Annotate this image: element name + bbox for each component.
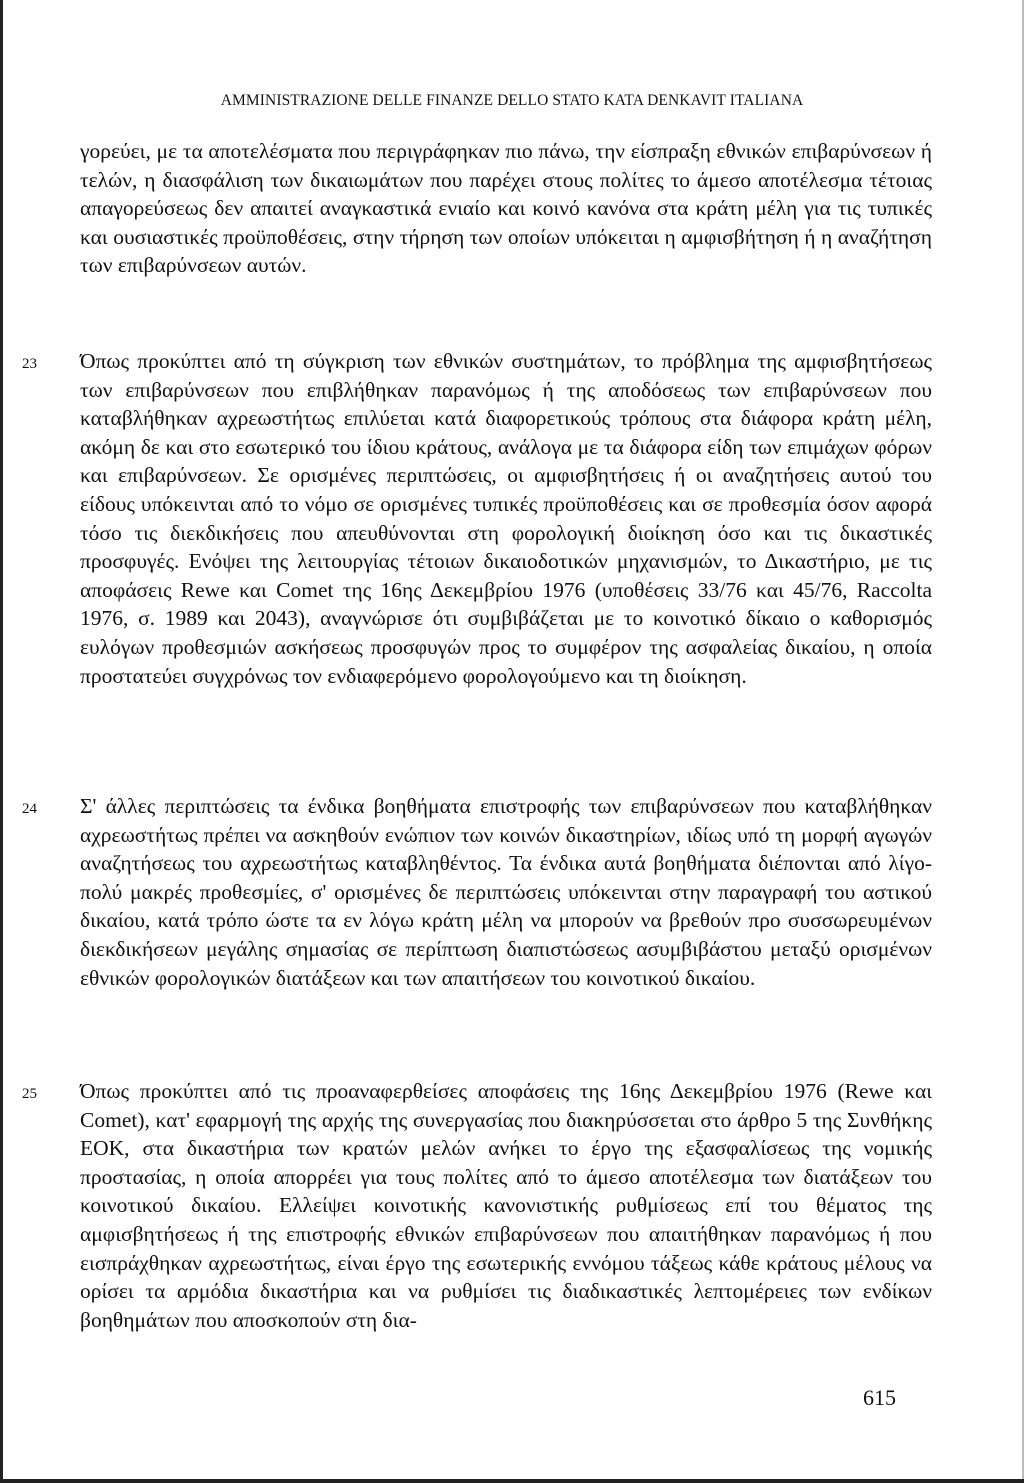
paragraph-text: γορεύει, με τα αποτελέσματα που περιγράφηκαν πιο πάνω, την είσπραξη εθνικών επιβαρύνσεων ή τελών, η διασφάλιση των δικαιωμάτων που παρέχει στους πολίτες το άμεσο αποτέλεσμα τέτοιας απαγορεύσεως δεν απαιτεί αναγκαστικά ενιαίο και κοινό κανόνα στα κράτη μέλη για τις τυπικές και ουσιαστικές προϋποθέσεις, στην τήρηση των οποίων υπόκειται η αμφισβήτηση ή η αναζήτηση των επιβαρύνσεων αυτών. <box>80 139 932 278</box>
scan-border-left <box>0 0 3 1483</box>
page-number: 615 <box>863 1385 896 1410</box>
running-header: AMMINISTRAZIONE DELLE FINANZE DELLO STATO KATA DENKAVIT ITALIANA <box>220 92 804 109</box>
paragraph-25 <box>80 1077 932 1334</box>
paragraph-23 <box>80 347 932 690</box>
paragraph-24 <box>80 792 932 992</box>
paragraph-number: 25 <box>22 1086 37 1102</box>
paragraph-continuation <box>80 137 932 280</box>
paragraph-text: Σ' άλλες περιπτώσεις τα ένδικα βοηθήματα επιστροφής των επιβαρύνσεων που καταβλήθηκαν αχρεωστήτως πρέπει να ασκηθούν ενώπιον των κοινών δικαστηρίων, ιδίως υπό τη μορφή αγωγών αναζητήσεως του αχρεωστήτως καταβληθέντος. Τα ένδικα αυτά βοηθήματα διέπονται από λίγο-πολύ μακρές προθεσμίες, σ' ορισμένες δε περιπτώσεις υπόκεινται στην παραγραφή του αστικού δικαίου, κατά τρόπο ώστε τα εν λόγω κράτη μέλη να μπορούν να βρεθούν προ συσσωρευμένων διεκδικήσεων μεγάλης σημασίας σε περίπτωση διαπιστώσεως ασυμβιβάστου μεταξύ ορισμένων εθνικών φορολογικών διατάξεων και των απαιτήσεων του κοινοτικού δικαίου. <box>80 794 932 990</box>
paragraph-number: 23 <box>22 356 37 372</box>
scan-border-bottom <box>0 1479 1024 1483</box>
paragraph-number: 24 <box>22 801 37 817</box>
paragraph-text: Όπως προκύπτει από τη σύγκριση των εθνικών συστημάτων, το πρόβλημα της αμφισβητήσεως των επιβαρύνσεων που επιβλήθηκαν παρανόμως ή της αποδόσεως των επιβαρύνσεων που καταβλήθηκαν αχρεωστήτως επιλύεται κατά διαφορετικούς τρόπους στα διάφορα κράτη μέλη, ακόμη δε και στο εσωτερικό του ίδιου κράτους, ανάλογα με τα διάφορα είδη των επιμάχων φόρων και επιβαρύνσεων. Σε ορισμένες περιπτώσεις, οι αμφισβητήσεις ή οι αναζητήσεις αυτού του είδους υπόκεινται από το νόμο σε ορισμένες τυπικές προϋποθέσεις και σε προθεσμία όσον αφορά τόσο τις διεκδικήσεις που απευθύνονται στη φορολογική διοίκηση όσο και τις δικαστικές προσφυγές. Ενόψει της λειτουργίας τέτοιων δικαιοδοτικών μηχανισμών, το Δικαστήριο, με τις αποφάσεις Rewe και Comet της 16ης Δεκεμβρίου 1976 (υποθέσεις 33/76 και 45/76, Raccolta 1976, σ. 1989 και 2043), αναγνώρισε ότι συμβιβάζεται με το κοινοτικό δίκαιο ο καθορισμός ευλόγων προθεσμιών ασκήσεως προσφυγών προς το συμφέρον της ασφαλείας δικαίου, η οποία προστατεύει συγχρόνως τον ενδιαφερόμενο φορολογούμενο και τη διοίκηση. <box>80 349 932 688</box>
paragraph-text: Όπως προκύπτει από τις προαναφερθείσες αποφάσεις της 16ης Δεκεμβρίου 1976 (Rewe και Comet), κατ' εφαρμογή της αρχής της συνεργασίας που διακηρύσσεται στο άρθρο 5 της Συνθήκης ΕΟΚ, στα δικαστήρια των κρατών μελών ανήκει το έργο της εξασφαλίσεως της νομικής προστασίας, η οποία απορρέει για τους πολίτες από το άμεσο αποτέλεσμα των διατάξεων του κοινοτικού δικαίου. Ελλείψει κοινοτικής κανονιστικής ρυθμίσεως επί του θέματος της αμφισβητήσεως ή της επιστροφής εθνικών επιβαρύνσεων που απαιτήθηκαν παρανόμως ή που εισπράχθηκαν αχρεωστήτως, είναι έργο της εσωτερικής εννόμου τάξεως κάθε κράτους μέλους να ορίσει τα αρμόδια δικαστήρια και να ρυθμίσει τις διαδικαστικές λεπτομέρειες των ενδίκων βοηθημάτων που αποσκοπούν στη δια- <box>80 1079 932 1332</box>
